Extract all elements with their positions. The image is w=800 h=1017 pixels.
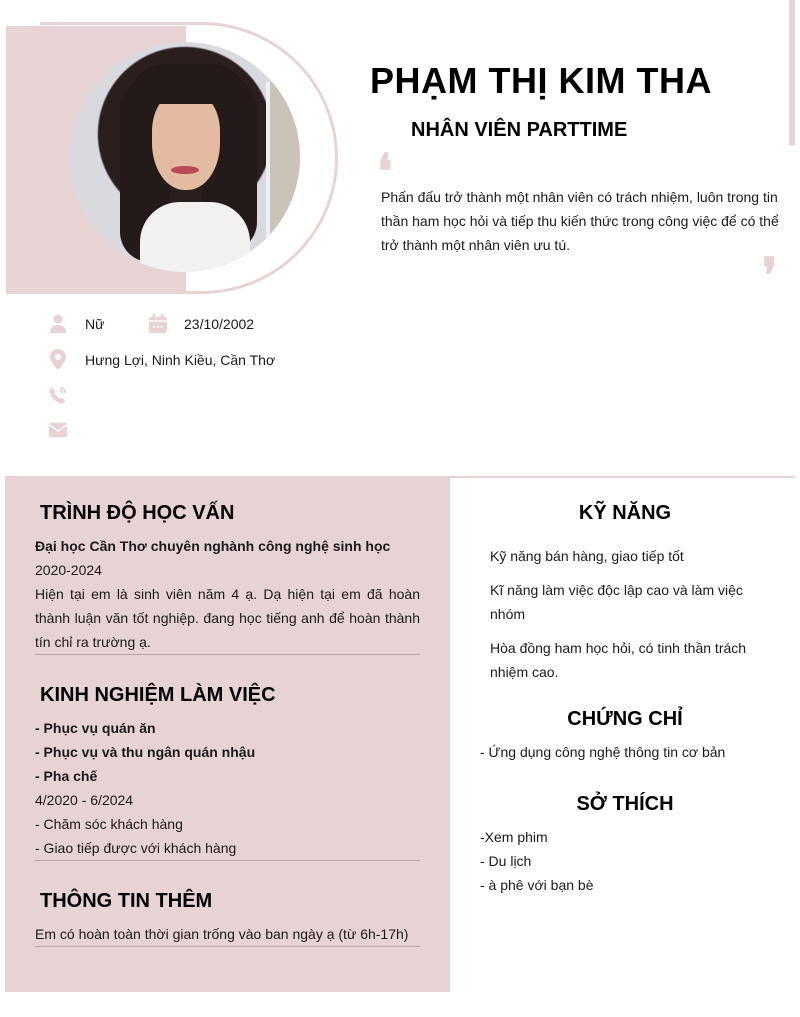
career-objective: Phấn đấu trở thành một nhân viên có trách nhiệm, luôn trong tin thần ham học hỏi và tiếp thu kiến thức trong công việc để có thể trở thành một nhân viên ưu tú.: [381, 189, 779, 253]
avatar-shirt: [140, 202, 250, 272]
avatar-face: [152, 92, 220, 190]
skill-item: Kỹ năng bán hàng, giao tiếp tốt: [490, 548, 684, 564]
quote-close-icon: ❜: [762, 248, 778, 304]
section-divider: [450, 476, 795, 478]
contact-birthday: [148, 314, 254, 334]
contact-gender: [48, 314, 104, 334]
experience-title: KINH NGHIỆM LÀM VIỆC: [40, 684, 276, 706]
skills-title: KỸ NĂNG: [578, 502, 672, 524]
education-period: 2020-2024: [35, 562, 102, 578]
certificates-title: CHỨNG CHỈ: [567, 708, 683, 730]
quote-open-icon: ❛: [377, 144, 393, 200]
hobby-item: -Xem phim: [480, 829, 548, 845]
certificate-item: - Ứng dụng công nghệ thông tin cơ bản: [480, 744, 726, 760]
avatar-background-shelf: [266, 82, 300, 242]
education-divider: [35, 654, 420, 655]
avatar-lips: [171, 166, 199, 174]
contact-phone: [48, 385, 85, 405]
education-description: Hiện tại em là sinh viên năm 4 ạ. Dạ hiện tại em đã hoàn thành luận văn tốt nghiệp. đang học tiếng anh để hoàn thành tín chỉ ra trường ạ.: [35, 586, 420, 650]
additional-info-title: THÔNG TIN THÊM: [40, 890, 213, 912]
calendar-icon: [148, 314, 168, 334]
education-title: TRÌNH ĐỘ HỌC VẤN: [40, 502, 235, 524]
location-pin-icon: [48, 350, 68, 370]
experience-position: - Phục vụ quán ăn: [35, 720, 156, 736]
contact-address: [48, 350, 275, 370]
right-accent-bar: [789, 0, 795, 145]
education-school: Đại học Cần Thơ chuyên nghành công nghệ sinh học: [35, 538, 391, 554]
experience-period: 4/2020 - 6/2024: [35, 792, 134, 808]
user-icon: [48, 314, 68, 334]
experience-detail: - Chăm sóc khách hàng: [35, 816, 183, 832]
experience-detail: - Giao tiếp được với khách hàng: [35, 840, 237, 856]
hobby-item: - Du lịch: [480, 853, 532, 869]
job-title: NHÂN VIÊN PARTTIME: [411, 119, 628, 141]
experience-divider: [35, 860, 420, 861]
avatar: [70, 42, 300, 272]
gender-value: Nữ: [85, 316, 105, 332]
phone-icon: [48, 385, 68, 405]
hobby-item: - à phê với bạn bè: [480, 877, 594, 893]
experience-position: - Pha chế: [35, 768, 98, 784]
skill-item: Kĩ năng làm việc độc lập cao và làm việc nhóm: [490, 582, 743, 622]
experience-position: - Phục vụ và thu ngân quán nhậu: [35, 744, 256, 760]
birthday-value: 23/10/2002: [184, 316, 255, 332]
contact-email: [48, 420, 85, 440]
avatar-hair: [130, 64, 246, 104]
address-value: Hưng Lợi, Ninh Kiều, Cần Thơ: [85, 352, 276, 368]
additional-info-divider: [35, 946, 420, 947]
candidate-name: PHẠM THỊ KIM THA: [370, 60, 712, 101]
hobbies-title: SỞ THÍCH: [576, 793, 674, 815]
skill-item: Hòa đồng ham học hỏi, có tinh thần trách nhiệm cao.: [490, 640, 747, 680]
additional-info-text: Em có hoàn toàn thời gian trống vào ban ngày ạ (từ 6h-17h): [35, 926, 409, 942]
email-icon: [48, 420, 68, 440]
